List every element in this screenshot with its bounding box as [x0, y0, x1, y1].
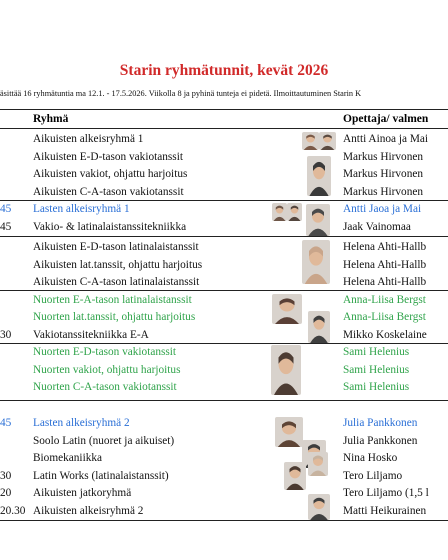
- row-group: Nuorten E-D-tason vakiotanssit: [33, 346, 177, 358]
- divider: [0, 109, 448, 110]
- portrait-photo-icon: [302, 132, 319, 150]
- row-group: Aikuisten vakiot, ohjattu harjoitus: [33, 168, 188, 180]
- row-teacher: Antti Jaoa ja Mai: [343, 203, 422, 215]
- row-teacher: Tero Liljamo (1,5 l: [343, 487, 429, 499]
- column-header-teacher: Opettaja/ valmen: [343, 113, 429, 125]
- row-teacher: Anna-Liisa Bergst: [343, 293, 426, 306]
- row-group: Soolo Latin (nuoret ja aikuiset): [33, 434, 175, 447]
- row-teacher: Helena Ahti-Hallb: [343, 276, 427, 288]
- portrait-photo-icon: [271, 345, 301, 395]
- divider: [0, 290, 448, 291]
- row-teacher: Sami Helenius: [343, 363, 410, 376]
- row-teacher: Nina Hosko: [343, 452, 398, 464]
- row-teacher: Antti Ainoa ja Mai: [343, 133, 429, 145]
- table-row: [0, 201, 448, 219]
- table-row: [0, 379, 448, 397]
- row-group: Lasten alkeisryhmä 1: [33, 203, 130, 215]
- table-row: [0, 344, 448, 362]
- portrait-photo-icon: [308, 494, 330, 520]
- portrait-photo-icon: [302, 240, 330, 284]
- table-row: [0, 131, 448, 149]
- column-header-group: Ryhmä: [33, 113, 69, 125]
- row-teacher: Sami Helenius: [343, 346, 410, 358]
- portrait-photo-icon: [308, 311, 330, 343]
- table-row: [0, 274, 448, 292]
- row-group: Lasten alkeisryhmä 2: [33, 417, 130, 429]
- table-row: [0, 184, 448, 202]
- table-row: [0, 415, 448, 433]
- row-teacher: Helena Ahti-Hallb: [343, 258, 427, 271]
- table-row: [0, 327, 448, 345]
- row-time: 20.30: [0, 504, 26, 517]
- page-title: Starin ryhmätunnit, kevät 2026: [119, 62, 329, 79]
- row-time: 20: [0, 487, 12, 499]
- row-time: 45: [0, 220, 12, 233]
- divider: [0, 200, 448, 201]
- row-teacher: Jaak Vainomaa: [343, 220, 411, 233]
- row-group: Latin Works (latinalaistanssit): [33, 469, 169, 482]
- portrait-photo-icon: [284, 462, 306, 490]
- row-time: 45: [0, 203, 12, 215]
- row-group: Aikuisten alkeisryhmä 2: [33, 504, 144, 517]
- row-group: Aikuisten jatkoryhmä: [33, 487, 132, 499]
- divider: [0, 236, 448, 237]
- row-group: Aikuisten lat.tanssit, ohjattu harjoitus: [33, 258, 203, 271]
- row-group: Nuorten C-A-tason vakiotanssit: [33, 381, 177, 393]
- divider: [0, 520, 448, 521]
- table-row: [0, 362, 448, 380]
- row-group: Vakio- & latinalaistanssitekniikka: [33, 220, 187, 233]
- row-teacher: Tero Liljamo: [343, 469, 403, 482]
- divider: [0, 343, 448, 344]
- portrait-photo-icon: [319, 132, 336, 150]
- row-group: Aikuisten E-D-tason vakiotanssit: [33, 150, 183, 163]
- table-row: [0, 468, 448, 486]
- row-group: Nuorten E-A-tason latinalaistanssit: [33, 293, 192, 306]
- row-teacher: Sami Helenius: [343, 381, 410, 393]
- row-teacher: Markus Hirvonen: [343, 150, 424, 163]
- schedule-note: äsittää 16 ryhmätuntia ma 12.1. - 17.5.2026. Viikolla 8 ja pyhinä tunteja ei pidetä. Ilmoittautuminen Starin K: [0, 89, 362, 98]
- portrait-photo-icon: [287, 203, 302, 221]
- row-group: Aikuisten C-A-tason latinalaistanssit: [33, 276, 200, 288]
- table-row: [0, 485, 448, 503]
- portrait-photo-icon: [308, 452, 328, 476]
- divider: [0, 128, 448, 129]
- table-row: [0, 450, 448, 468]
- row-teacher: Mikko Koskelaine: [343, 328, 427, 341]
- table-row: [0, 219, 448, 237]
- table-row: [0, 503, 448, 521]
- row-group: Nuorten lat.tanssit, ohjattu harjoitus: [33, 311, 196, 323]
- table-row: [0, 239, 448, 257]
- table-row: [0, 257, 448, 275]
- row-teacher: Helena Ahti-Hallb: [343, 241, 427, 253]
- row-teacher: Anna-Liisa Bergst: [343, 311, 426, 323]
- row-group: Vakiotanssitekniikka E-A: [33, 328, 149, 341]
- table-row: [0, 292, 448, 310]
- row-group: Aikuisten C-A-tason vakiotanssit: [33, 185, 184, 198]
- portrait-photo-icon: [275, 417, 303, 447]
- row-group: Biomekaniikka: [33, 452, 103, 464]
- row-group: Nuorten vakiot, ohjattu harjoitus: [33, 363, 181, 376]
- row-time: 30: [0, 469, 12, 482]
- row-time: 30: [0, 328, 12, 341]
- row-group: Aikuisten E-D-tason latinalaistanssit: [33, 241, 199, 253]
- table-row: [0, 309, 448, 327]
- portrait-photo-icon: [306, 204, 330, 236]
- divider: [0, 400, 448, 401]
- table-row: [0, 433, 448, 451]
- portrait-photo-icon: [272, 294, 302, 324]
- portrait-photo-icon: [307, 156, 331, 196]
- row-teacher: Markus Hirvonen: [343, 168, 424, 180]
- table-row: [0, 166, 448, 184]
- row-time: 45: [0, 417, 12, 429]
- table-row: [0, 149, 448, 167]
- row-teacher: Matti Heikurainen: [343, 504, 427, 517]
- row-teacher: Julia Pankkonen: [343, 434, 418, 447]
- row-teacher: Markus Hirvonen: [343, 185, 424, 198]
- row-group: Aikuisten alkeisryhmä 1: [33, 133, 144, 145]
- row-teacher: Julia Pankkonen: [343, 417, 418, 429]
- portrait-photo-icon: [272, 203, 287, 221]
